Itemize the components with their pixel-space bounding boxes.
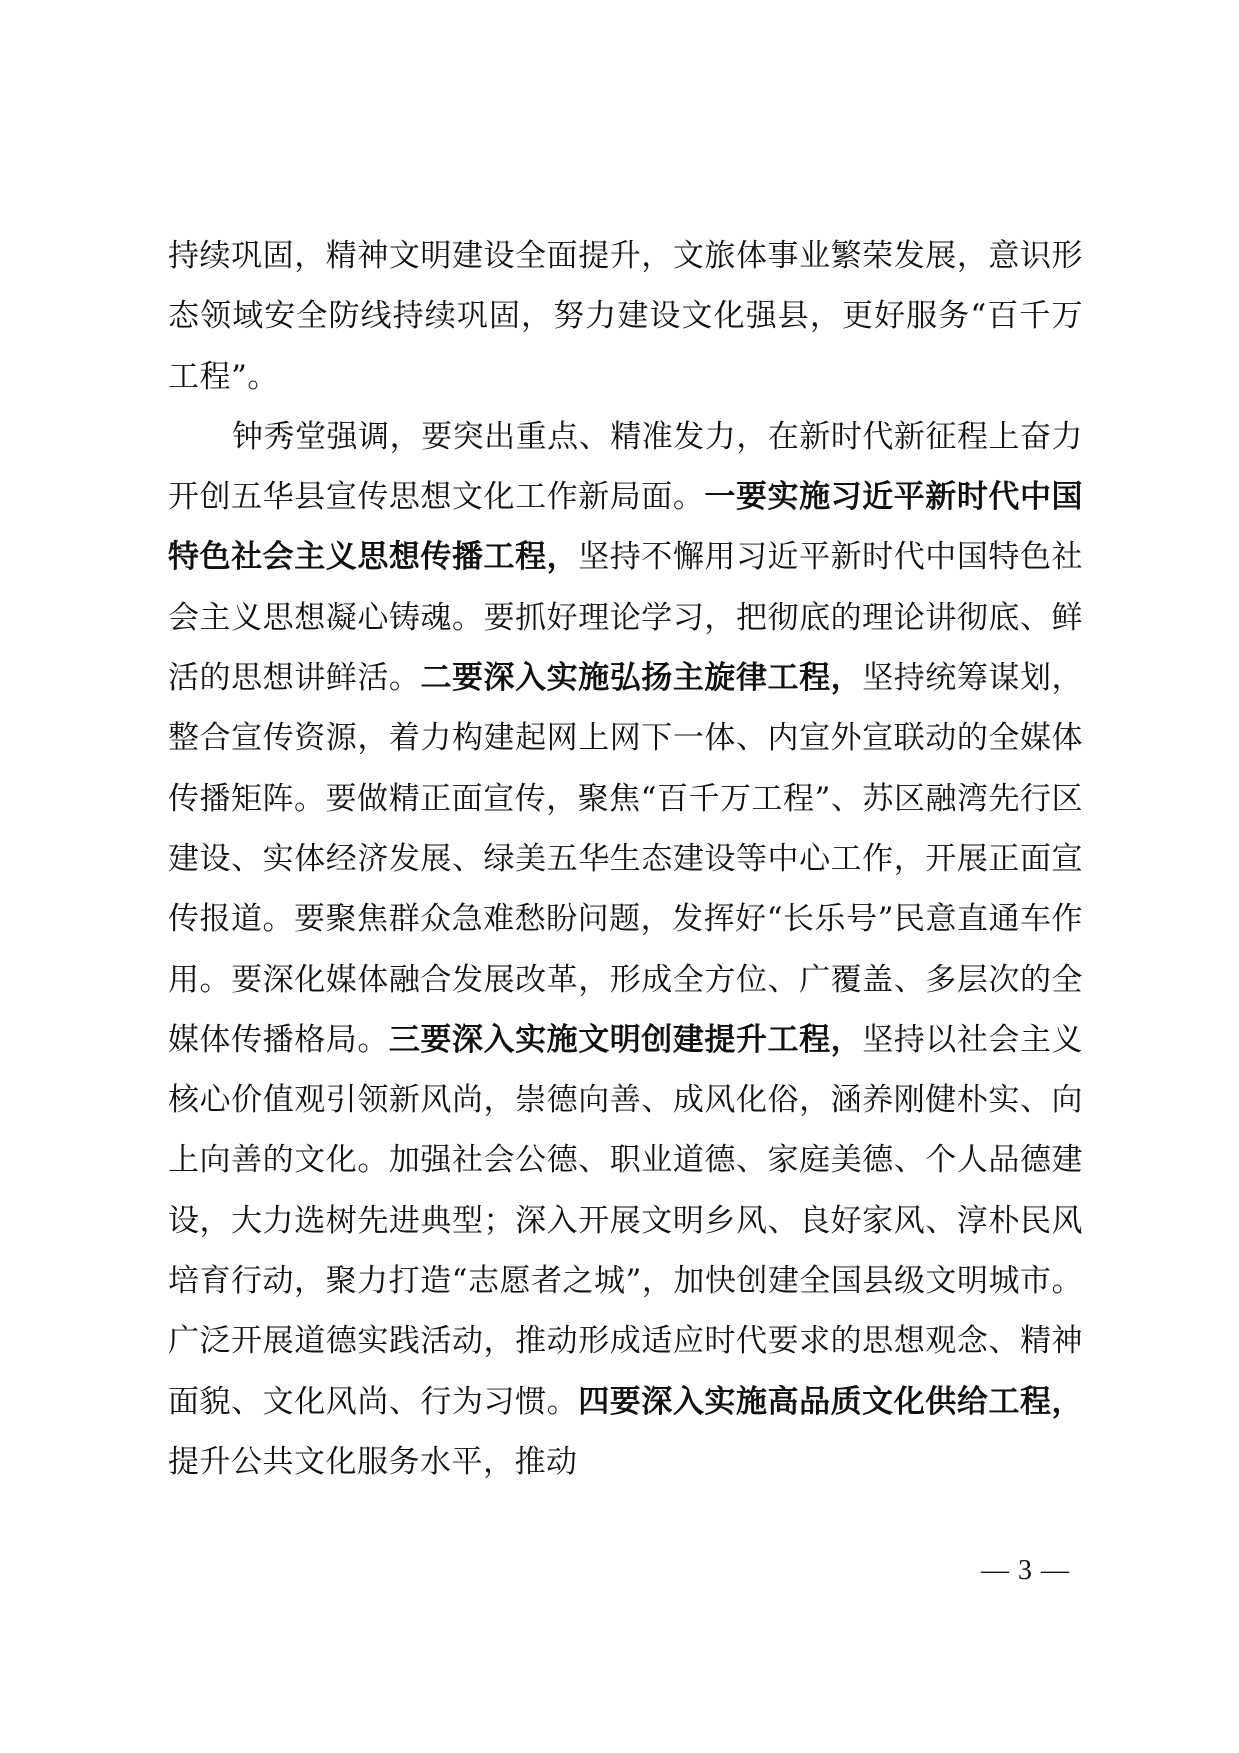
sentence-3: 坚持统筹谋划，整合宣传资源，着力构建起网上网下一体、内宣外宣联动的全媒体传播矩阵。要做精正面宣传，聚焦“百千万工程”、苏区融湾先行区建设、实体经济发展、绿美五华生态建设等中心工作，开展正面宣传报道。要聚焦群众急难愁盼问题，发挥好“长乐号”民意直通车作用。要深化媒体融合发展改革，形成全方位、广覆盖、多层次的全媒体传播格局。 [168,660,1084,1058]
heading-point-2: 二要深入实施弘扬主旋律工程， [420,660,863,697]
paragraph-text: 持续巩固，精神文明建设全面提升，文旅体事业繁荣发展，意识形态领域安全防线持续巩固，努力建设文化强县，更好服务“百千万工程”。 [168,238,1083,395]
heading-point-3: 三要深入实施文明创建提升工程， [388,1021,863,1058]
sentence-2: 坚持不懈用习近平新时代中国特色社会主义思想凝心铸魂。要抓好理论学习，把彻底的理论讲彻底、鲜活的思想讲鲜活。 [168,539,1084,697]
page-number: — 3 — [981,1555,1070,1586]
sentence-1: 钟秀堂强调，要突出重点、精准发力，在新时代新征程上奋力开创五华县宣传思想文化工作新局面。 [168,418,1083,516]
paragraph-continuation [168,226,1083,407]
document-body [168,226,1083,1492]
sentence-4: 坚持以社会主义核心价值观引领新风尚，崇德向善、成风化俗，涵养刚健朴实、向上向善的文化。加强社会公德、职业道德、家庭美德、个人品德建设，大力选树先进典型；深入开展文明乡风、良好家风、淳朴民风培育行动，聚力打造“志愿者之城”，加快创建全国县级文明城市。广泛开展道德实践活动，推动形成适应时代要求的思想观念、精神面貌、文化风尚、行为习惯。 [168,1021,1084,1420]
sentence-5: 提升公共文化服务水平，推动 [168,1443,578,1480]
heading-point-4: 四要深入实施高品质文化供给工程， [578,1383,1084,1420]
heading-point-1: 一要实施习近平新时代中国特色社会主义思想传播工程， [168,479,1084,576]
paragraph-main [168,407,1083,1492]
